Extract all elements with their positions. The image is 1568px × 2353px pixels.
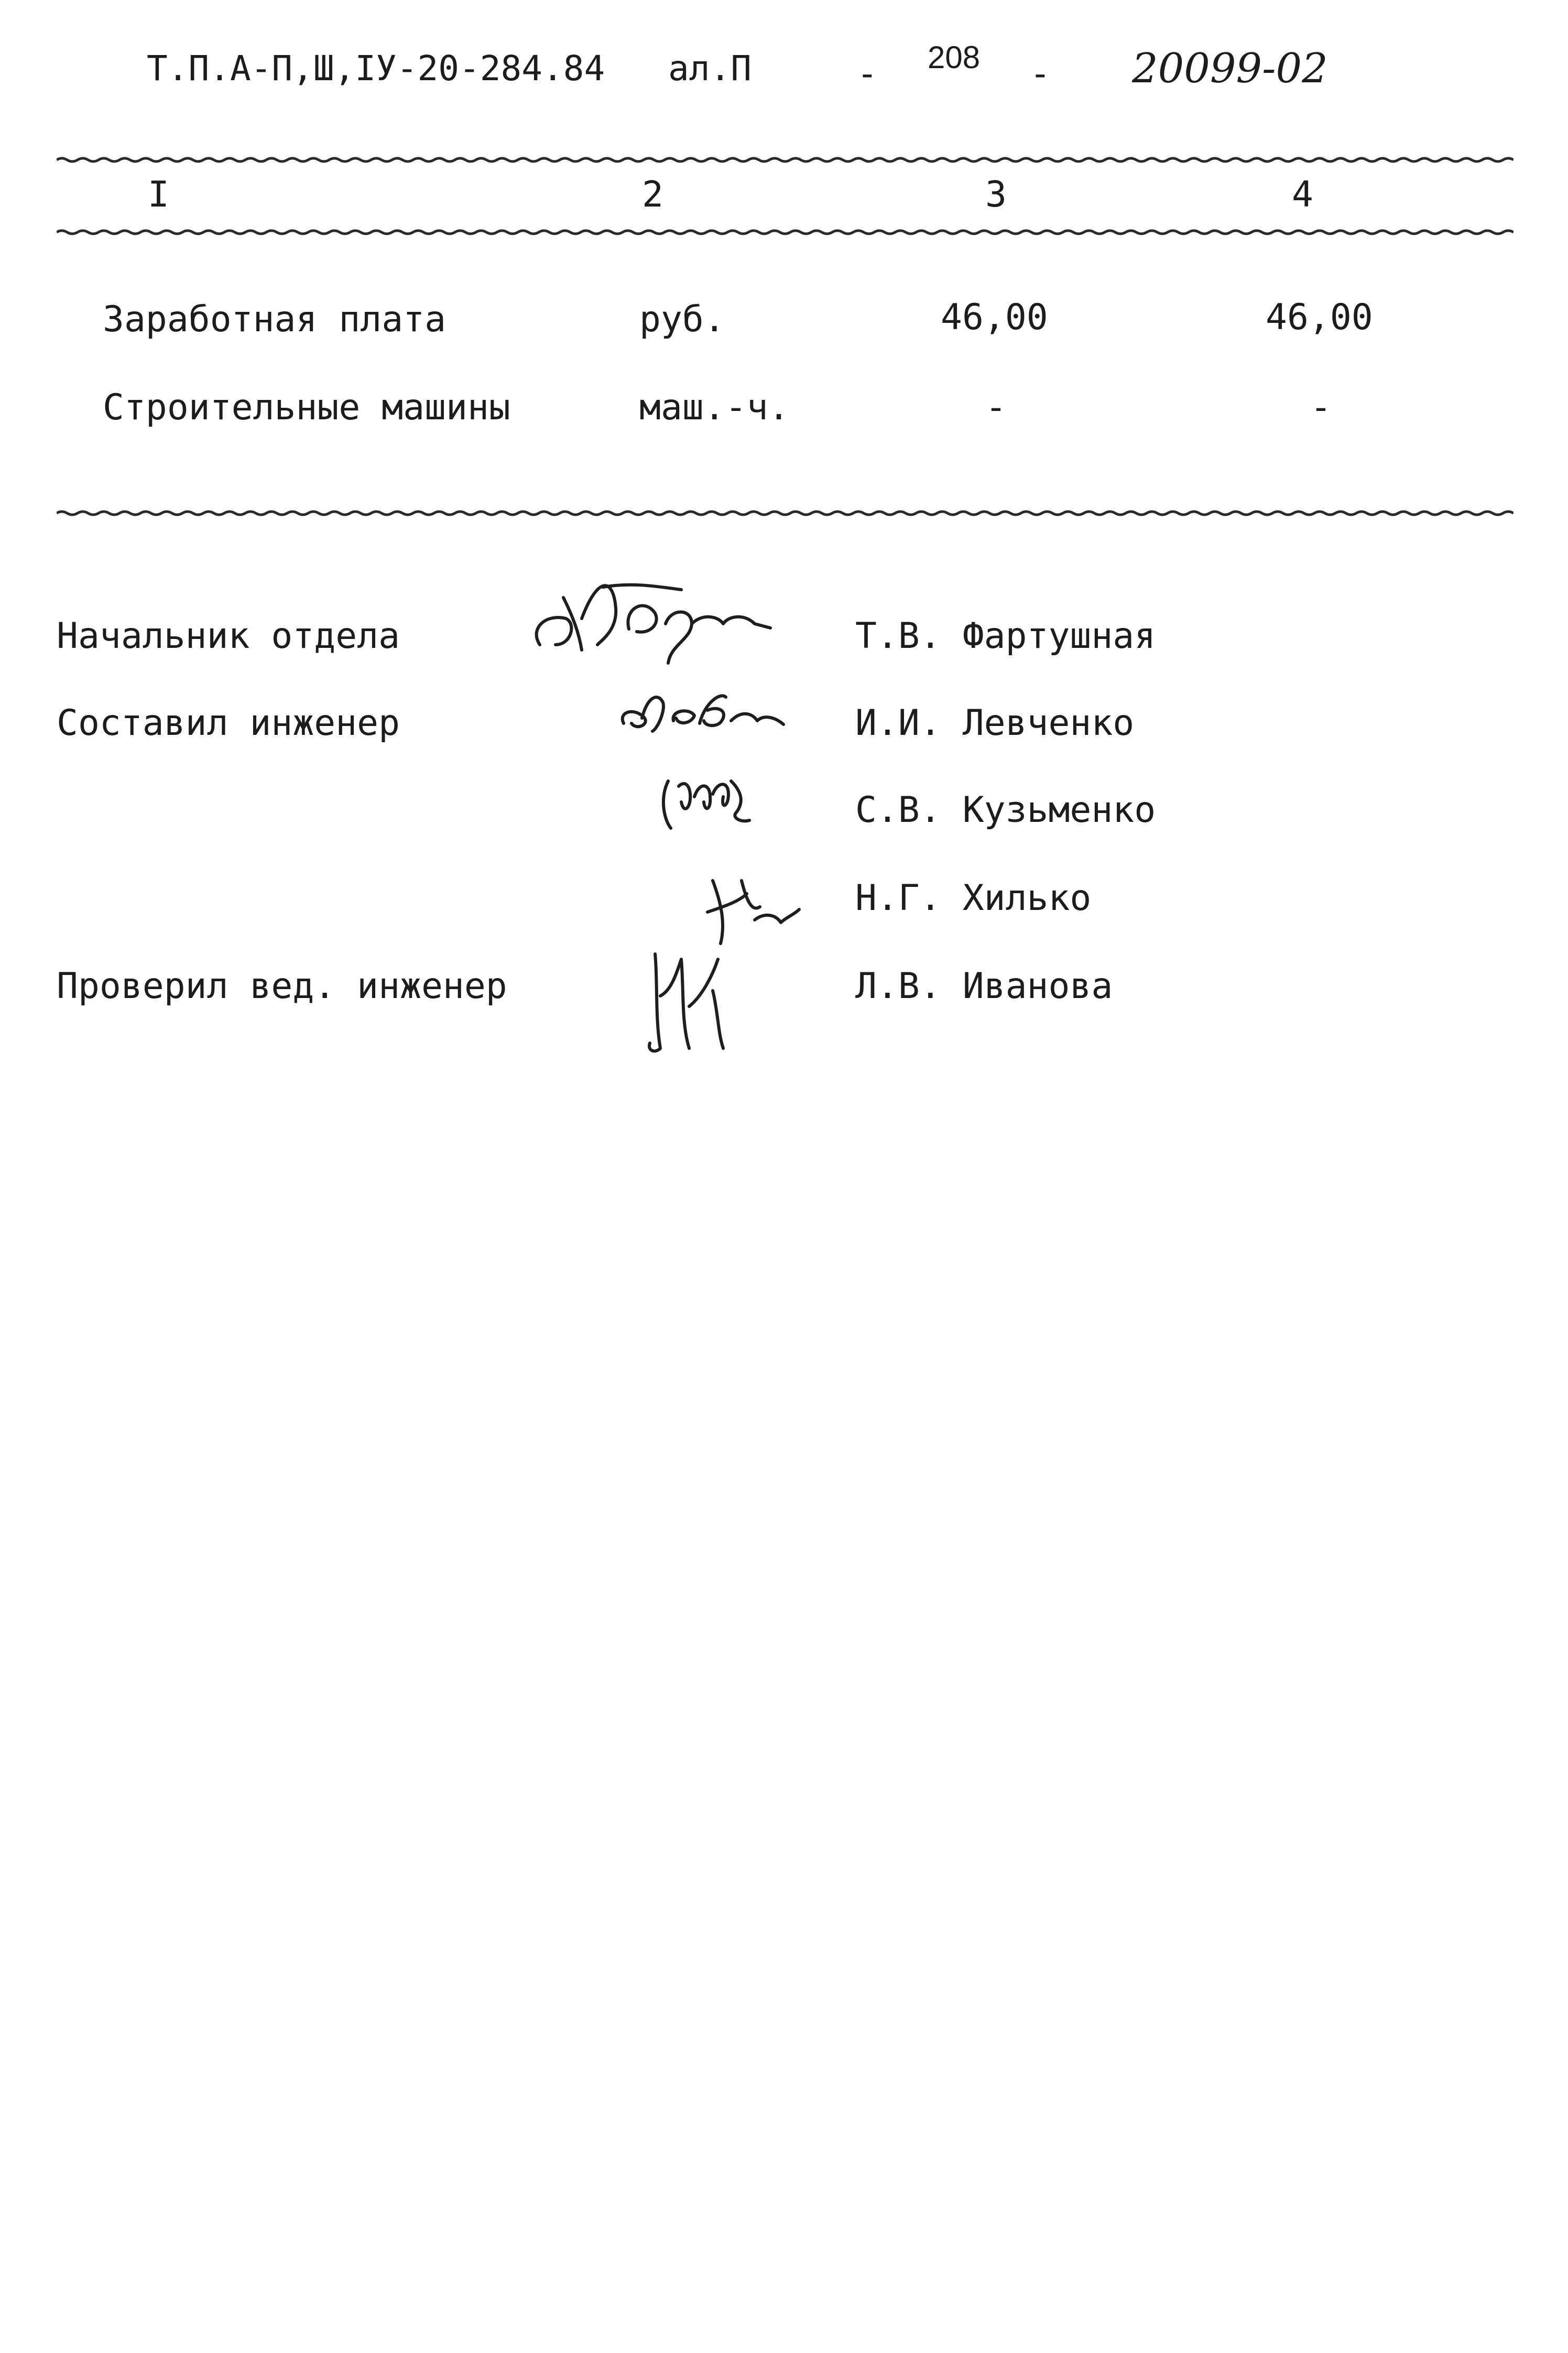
signature-ivanova: [639, 944, 728, 1056]
name-khilko: Н.Г. Хилько: [855, 877, 1092, 919]
name-fartushnaya: Т.В. Фартушная: [855, 615, 1156, 657]
column-header-1: I: [148, 174, 169, 215]
name-ivanova: Л.В. Иванова: [855, 966, 1113, 1007]
table-header-rule: [57, 226, 1513, 238]
row-1-col3: 46,00: [941, 297, 1048, 338]
row-1-name: Заработная плата: [103, 299, 447, 340]
name-kuzmenko: С.В. Кузьменко: [855, 789, 1156, 831]
signature-fartushnaya: [524, 566, 776, 666]
page-dash-right: -: [1030, 53, 1051, 94]
document-code: Т.П.А-П,Ш,IУ-20-284.84: [147, 48, 605, 89]
inventory-number: 20099-02: [1132, 45, 1328, 92]
role-head-of-department: Начальник отдела: [57, 615, 400, 657]
table-bottom-rule: [57, 507, 1513, 519]
role-compiled-engineer: Составил инженер: [57, 702, 400, 744]
column-header-3: 3: [985, 174, 1007, 215]
page-number: 208: [928, 40, 981, 75]
page-dash-left: -: [857, 53, 878, 94]
name-levchenko: И.И. Левченко: [855, 702, 1135, 744]
table-top-rule: [57, 154, 1513, 166]
row-2-unit: маш.-ч.: [639, 387, 790, 428]
signature-khilko: [697, 870, 802, 949]
column-header-2: 2: [642, 174, 663, 215]
signature-kuzmenko: [652, 765, 757, 839]
row-2-col3: -: [985, 387, 1007, 428]
column-header-4: 4: [1292, 174, 1313, 215]
signature-levchenko: [616, 681, 789, 739]
role-checked-lead-engineer: Проверил вед. инженер: [57, 966, 507, 1007]
row-1-unit: руб.: [639, 299, 725, 340]
row-1-col4: 46,00: [1266, 297, 1373, 338]
row-2-name: Строительные машины: [103, 387, 510, 428]
row-2-col4: -: [1310, 387, 1332, 428]
album-label: ал.П: [668, 48, 752, 89]
